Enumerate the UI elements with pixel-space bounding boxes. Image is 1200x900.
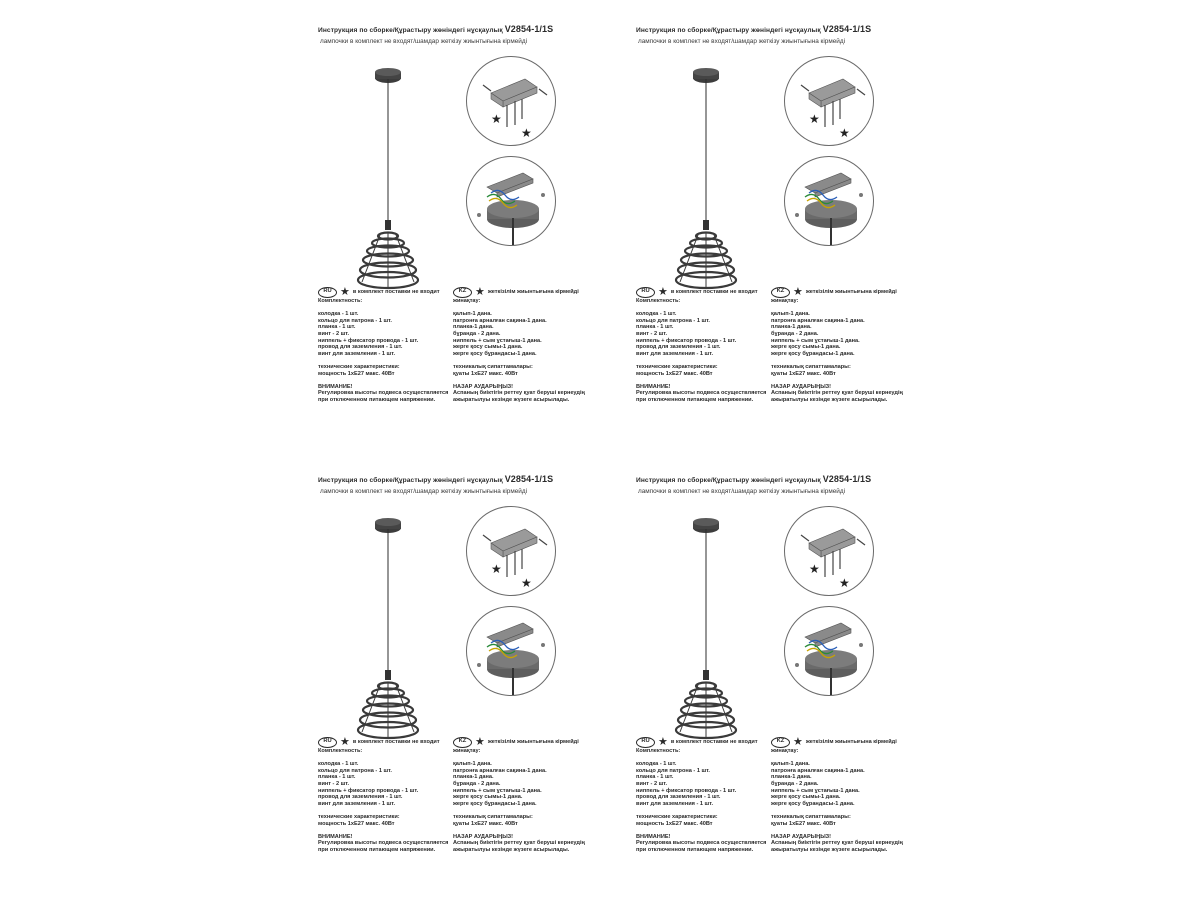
sheet-subtitle: лампочки в комплект не входят/шамдар жеткізу жиынтығына кірмейді	[320, 488, 527, 495]
ru-warning-line: Регулировка высоты подвеса осуществляется	[636, 390, 767, 397]
title-text: Инструкция по сборке/Құрастыру жөніндегі нұсқаулық	[318, 27, 503, 34]
kz-kit-item: жерге қосу сымы-1 дана.	[771, 794, 841, 801]
ru-language-badge: RU	[636, 287, 655, 298]
ru-warning-heading: ВНИМАНИЕ!	[636, 383, 671, 390]
kz-kit-item: ниппель + сым ұстағыш-1 дана.	[771, 787, 860, 794]
ru-kit-item: ниппель + фиксатор провода - 1 шт.	[636, 787, 737, 794]
kz-warning-line: ажыратылуы кезінде жүзеге асырылады.	[771, 846, 888, 853]
ru-specs-heading: технические характеристики:	[318, 363, 400, 370]
pendant-lamp-illustration	[348, 60, 428, 300]
kz-kit-item: жерге қосу сымы-1 дана.	[453, 794, 523, 801]
kz-warning-heading: НАЗАР АУДАРЫҢЫЗ!	[453, 833, 514, 840]
kz-language-badge: KZ	[453, 287, 472, 298]
ru-warning-line: Регулировка высоты подвеса осуществляется	[318, 390, 449, 397]
kz-kit-heading: жинақтау:	[453, 298, 481, 304]
kz-not-included-note: жеткізілім жиынтығына кірмейді	[805, 738, 897, 745]
title-text: Инструкция по сборке/Құрастыру жөніндегі нұсқаулық	[636, 27, 821, 34]
ru-warning-heading: ВНИМАНИЕ!	[636, 833, 671, 840]
ru-kit-item: планка - 1 шт.	[318, 774, 356, 781]
kz-kit-item: жерге қосу сымы-1 дана.	[771, 344, 841, 351]
kz-kit-item: патронға арналған сақина-1 дана.	[453, 317, 547, 324]
ru-kit-item: кольцо для патрона - 1 шт.	[636, 767, 710, 774]
kz-specs-heading: техникалық сипаттамалары:	[771, 363, 851, 370]
kz-warning-line: Аспаның биіктігін реттеу қуат беруші кернеудің	[453, 840, 585, 847]
kz-warning-line: Аспаның биіктігін реттеу қуат беруші кернеудің	[771, 840, 903, 847]
title-text: Инструкция по сборке/Құрастыру жөніндегі нұсқаулық	[636, 477, 821, 484]
ru-kit-list	[636, 761, 771, 807]
model-number: V2854-1/1S	[822, 474, 872, 484]
ru-specs: мощность 1хЕ27 макс. 40Вт	[318, 370, 395, 377]
ru-kit-item: кольцо для патрона - 1 шт.	[318, 317, 392, 324]
sheet-title	[636, 474, 871, 484]
ru-kit-item: провод для заземления - 1 шт.	[318, 344, 403, 351]
kz-kit-item: патронға арналған сақина-1 дана.	[771, 767, 865, 774]
model-number: V2854-1/1S	[822, 24, 872, 34]
kz-specs: қуаты 1хЕ27 макс. 40Вт	[771, 370, 836, 377]
ru-warning-line: Регулировка высоты подвеса осуществляется	[318, 840, 449, 847]
kz-section	[771, 736, 931, 854]
ru-language-badge: RU	[636, 737, 655, 748]
kz-kit-heading: жинақтау:	[453, 748, 481, 754]
ru-kit-item: винт для заземления - 1 шт.	[636, 800, 714, 807]
kz-specs: қуаты 1хЕ27 макс. 40Вт	[453, 370, 518, 377]
wiring-detail-illustration	[784, 156, 874, 246]
ru-kit-item: ниппель + фиксатор провода - 1 шт.	[318, 337, 419, 344]
kz-warning-heading: НАЗАР АУДАРЫҢЫЗ!	[771, 383, 832, 390]
ru-kit-item: колодка - 1 шт.	[636, 311, 677, 318]
sheet-title	[636, 24, 871, 34]
ru-warning-line: при отключенном питающем напряжении.	[318, 396, 436, 403]
ru-kit-list	[318, 311, 453, 357]
ru-section	[636, 736, 771, 854]
kz-kit-item: ниппель + сым ұстағыш-1 дана.	[771, 337, 860, 344]
ru-specs-heading: технические характеристики:	[318, 813, 400, 820]
kz-language-badge: KZ	[453, 737, 472, 748]
instruction-sheet	[636, 450, 936, 870]
sheet-title	[318, 474, 553, 484]
ru-specs-heading: технические характеристики:	[636, 813, 718, 820]
sheet-subtitle: лампочки в комплект не входят/шамдар жеткізу жиынтығына кірмейді	[638, 38, 845, 45]
ru-kit-item: колодка - 1 шт.	[318, 311, 359, 318]
kz-section	[771, 286, 931, 404]
kz-kit-item: планка-1 дана.	[771, 774, 812, 781]
ru-specs: мощность 1хЕ27 макс. 40Вт	[636, 370, 713, 377]
ru-kit-item: винт - 2 шт.	[636, 780, 668, 787]
pendant-lamp-illustration	[348, 510, 428, 750]
svg-text:★: ★	[809, 112, 820, 126]
kz-kit-item: ниппель + сым ұстағыш-1 дана.	[453, 787, 542, 794]
kz-specs-heading: техникалық сипаттамалары:	[453, 813, 533, 820]
svg-text:★: ★	[521, 576, 532, 590]
bracket-detail-illustration	[784, 506, 874, 596]
ru-kit-item: колодка - 1 шт.	[636, 761, 677, 768]
kz-kit-item: жерге қосу сымы-1 дана.	[453, 344, 523, 351]
kz-kit-item: патронға арналған сақина-1 дана.	[771, 317, 865, 324]
ru-kit-list	[318, 761, 453, 807]
kz-language-badge: KZ	[771, 737, 790, 748]
kz-warning-heading: НАЗАР АУДАРЫҢЫЗ!	[771, 833, 832, 840]
star-icon: ★	[340, 285, 350, 298]
svg-text:★: ★	[491, 562, 502, 576]
sheet-subtitle: лампочки в комплект не входят/шамдар жеткізу жиынтығына кірмейді	[320, 38, 527, 45]
ru-kit-item: планка - 1 шт.	[318, 324, 356, 331]
ru-warning-line: Регулировка высоты подвеса осуществляется	[636, 840, 767, 847]
kz-kit-item: жерге қосу бұрандасы-1 дана.	[453, 800, 537, 807]
ru-kit-item: винт - 2 шт.	[636, 330, 668, 337]
kz-section	[453, 736, 613, 854]
ru-kit-item: колодка - 1 шт.	[318, 761, 359, 768]
svg-text:★: ★	[809, 562, 820, 576]
wiring-detail-illustration	[784, 606, 874, 696]
kz-kit-list	[453, 761, 613, 807]
kz-kit-item: ниппель + сым ұстағыш-1 дана.	[453, 337, 542, 344]
star-icon: ★	[793, 735, 803, 748]
ru-specs: мощность 1хЕ27 макс. 40Вт	[318, 820, 395, 827]
ru-kit-heading: Комплектность:	[636, 748, 681, 754]
title-text: Инструкция по сборке/Құрастыру жөніндегі нұсқаулық	[318, 477, 503, 484]
bracket-detail-illustration	[466, 56, 556, 146]
ru-warning-heading: ВНИМАНИЕ!	[318, 383, 353, 390]
kz-section	[453, 286, 613, 404]
ru-kit-item: планка - 1 шт.	[636, 774, 674, 781]
star-icon: ★	[340, 735, 350, 748]
kz-kit-list	[771, 311, 931, 357]
ru-not-included-note: в комплект поставки не входит	[670, 288, 758, 295]
sheet-subtitle: лампочки в комплект не входят/шамдар жеткізу жиынтығына кірмейді	[638, 488, 845, 495]
ru-kit-item: провод для заземления - 1 шт.	[318, 794, 403, 801]
kz-kit-item: бұранда - 2 дана.	[453, 780, 501, 787]
kz-kit-heading: жинақтау:	[771, 298, 799, 304]
ru-kit-list	[636, 311, 771, 357]
ru-kit-item: провод для заземления - 1 шт.	[636, 794, 721, 801]
kz-kit-item: қалып-1 дана.	[771, 761, 810, 768]
svg-text:★: ★	[839, 126, 850, 140]
ru-language-badge: RU	[318, 287, 337, 298]
kz-warning-line: ажыратылуы кезінде жүзеге асырылады.	[453, 846, 570, 853]
ru-section	[636, 286, 771, 404]
bracket-detail-illustration	[466, 506, 556, 596]
instruction-sheet	[318, 450, 618, 870]
kz-specs-heading: техникалық сипаттамалары:	[771, 813, 851, 820]
ru-kit-item: винт - 2 шт.	[318, 330, 350, 337]
ru-kit-item: винт для заземления - 1 шт.	[318, 350, 396, 357]
svg-text:★: ★	[491, 112, 502, 126]
kz-warning-line: ажыратылуы кезінде жүзеге асырылады.	[771, 396, 888, 403]
star-icon: ★	[475, 285, 485, 298]
kz-kit-item: жерге қосу бұрандасы-1 дана.	[771, 800, 855, 807]
ru-warning-heading: ВНИМАНИЕ!	[318, 833, 353, 840]
pendant-lamp-illustration	[666, 60, 746, 300]
kz-kit-item: патронға арналған сақина-1 дана.	[453, 767, 547, 774]
ru-kit-item: винт - 2 шт.	[318, 780, 350, 787]
kz-kit-item: қалып-1 дана.	[771, 311, 810, 318]
kz-specs: қуаты 1хЕ27 макс. 40Вт	[453, 820, 518, 827]
ru-not-included-note: в комплект поставки не входит	[352, 288, 440, 295]
ru-kit-item: планка - 1 шт.	[636, 324, 674, 331]
ru-not-included-note: в комплект поставки не входит	[352, 738, 440, 745]
kz-warning-line: ажыратылуы кезінде жүзеге асырылады.	[453, 396, 570, 403]
ru-specs: мощность 1хЕ27 макс. 40Вт	[636, 820, 713, 827]
kz-kit-item: бұранда - 2 дана.	[453, 330, 501, 337]
ru-kit-item: кольцо для патрона - 1 шт.	[636, 317, 710, 324]
kz-kit-item: планка-1 дана.	[453, 774, 494, 781]
wiring-detail-illustration	[466, 156, 556, 246]
ru-kit-item: ниппель + фиксатор провода - 1 шт.	[636, 337, 737, 344]
ru-kit-heading: Комплектность:	[318, 748, 363, 754]
sheet-title	[318, 24, 553, 34]
kz-kit-item: планка-1 дана.	[453, 324, 494, 331]
ru-warning-line: при отключенном питающем напряжении.	[318, 846, 436, 853]
ru-kit-item: винт для заземления - 1 шт.	[636, 350, 714, 357]
kz-not-included-note: жеткізілім жиынтығына кірмейді	[487, 738, 579, 745]
star-icon: ★	[793, 285, 803, 298]
svg-text:★: ★	[521, 126, 532, 140]
instruction-sheet	[318, 0, 618, 420]
ru-language-badge: RU	[318, 737, 337, 748]
instruction-sheet	[636, 0, 936, 420]
ru-section	[318, 736, 453, 854]
kz-not-included-note: жеткізілім жиынтығына кірмейді	[805, 288, 897, 295]
kz-kit-item: қалып-1 дана.	[453, 761, 492, 768]
wiring-detail-illustration	[466, 606, 556, 696]
ru-not-included-note: в комплект поставки не входит	[670, 738, 758, 745]
kz-kit-item: планка-1 дана.	[771, 324, 812, 331]
ru-section	[318, 286, 453, 404]
ru-kit-heading: Комплектность:	[318, 298, 363, 304]
kz-kit-list	[453, 311, 613, 357]
ru-kit-item: кольцо для патрона - 1 шт.	[318, 767, 392, 774]
bracket-detail-illustration	[784, 56, 874, 146]
kz-specs-heading: техникалық сипаттамалары:	[453, 363, 533, 370]
kz-kit-item: қалып-1 дана.	[453, 311, 492, 318]
kz-kit-item: бұранда - 2 дана.	[771, 330, 819, 337]
ru-kit-item: провод для заземления - 1 шт.	[636, 344, 721, 351]
kz-warning-line: Аспаның биіктігін реттеу қуат беруші кернеудің	[453, 390, 585, 397]
star-icon: ★	[658, 735, 668, 748]
star-icon: ★	[658, 285, 668, 298]
kz-kit-heading: жинақтау:	[771, 748, 799, 754]
ru-kit-heading: Комплектность:	[636, 298, 681, 304]
kz-specs: қуаты 1хЕ27 макс. 40Вт	[771, 820, 836, 827]
star-icon: ★	[475, 735, 485, 748]
kz-warning-heading: НАЗАР АУДАРЫҢЫЗ!	[453, 383, 514, 390]
svg-text:★: ★	[839, 576, 850, 590]
ru-kit-item: ниппель + фиксатор провода - 1 шт.	[318, 787, 419, 794]
kz-kit-item: бұранда - 2 дана.	[771, 780, 819, 787]
ru-warning-line: при отключенном питающем напряжении.	[636, 846, 754, 853]
ru-specs-heading: технические характеристики:	[636, 363, 718, 370]
kz-kit-list	[771, 761, 931, 807]
model-number: V2854-1/1S	[504, 474, 554, 484]
pendant-lamp-illustration	[666, 510, 746, 750]
kz-language-badge: KZ	[771, 287, 790, 298]
ru-kit-item: винт для заземления - 1 шт.	[318, 800, 396, 807]
kz-kit-item: жерге қосу бұрандасы-1 дана.	[453, 350, 537, 357]
kz-warning-line: Аспаның биіктігін реттеу қуат беруші кернеудің	[771, 390, 903, 397]
kz-not-included-note: жеткізілім жиынтығына кірмейді	[487, 288, 579, 295]
kz-kit-item: жерге қосу бұрандасы-1 дана.	[771, 350, 855, 357]
model-number: V2854-1/1S	[504, 24, 554, 34]
ru-warning-line: при отключенном питающем напряжении.	[636, 396, 754, 403]
